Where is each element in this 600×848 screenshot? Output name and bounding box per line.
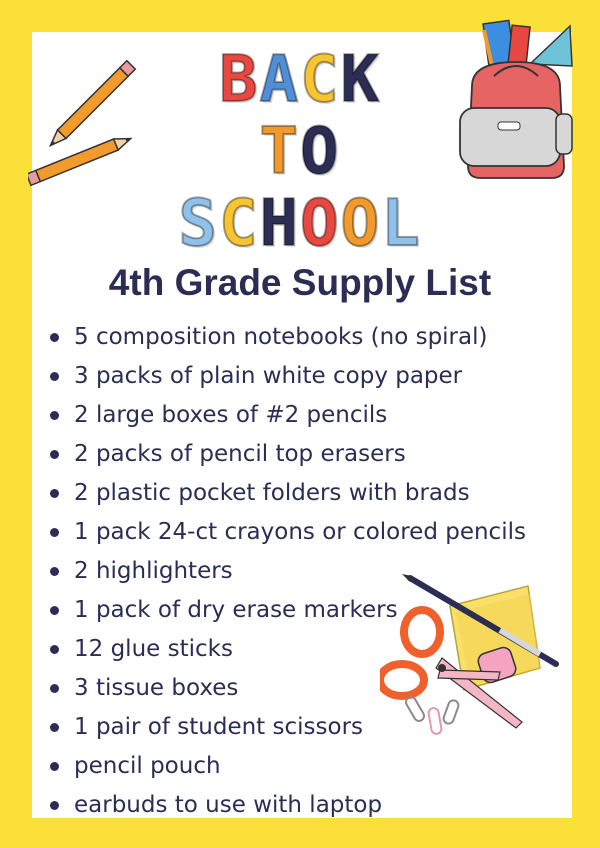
letter: C bbox=[300, 43, 341, 117]
letter: O bbox=[340, 187, 382, 261]
list-item-text: 2 plastic pocket folders with brads bbox=[74, 480, 470, 506]
bullet-icon bbox=[50, 684, 59, 693]
backpack-icon bbox=[448, 16, 584, 186]
letter: B bbox=[218, 43, 260, 117]
letter: C bbox=[218, 187, 260, 261]
headline-line-school bbox=[0, 187, 600, 261]
bullet-icon bbox=[50, 801, 59, 810]
bullet-icon bbox=[50, 762, 59, 771]
paperclip-icon bbox=[404, 695, 460, 734]
bullet-icon bbox=[50, 333, 59, 342]
bullet-icon bbox=[50, 645, 59, 654]
list-item-text: 1 pack of dry erase markers bbox=[74, 597, 398, 623]
list-item-text: 3 tissue boxes bbox=[74, 675, 239, 701]
bullet-icon bbox=[50, 567, 59, 576]
letter: S bbox=[178, 187, 219, 261]
bullet-icon bbox=[50, 723, 59, 732]
bullet-icon bbox=[50, 372, 59, 381]
list-item bbox=[44, 747, 526, 786]
bullet-icon bbox=[50, 450, 59, 459]
list-item-text: 12 glue sticks bbox=[74, 636, 233, 662]
list-item bbox=[44, 474, 526, 513]
list-item-text: 1 pair of student scissors bbox=[74, 714, 364, 740]
list-item-text: pencil pouch bbox=[74, 753, 221, 779]
list-item-text: 5 composition notebooks (no spiral) bbox=[74, 324, 488, 350]
letter: A bbox=[259, 43, 300, 117]
list-item bbox=[44, 357, 526, 396]
pencil-icon bbox=[46, 61, 135, 150]
letter: T bbox=[259, 115, 300, 189]
bullet-icon bbox=[50, 411, 59, 420]
letter: K bbox=[340, 43, 382, 117]
list-item bbox=[44, 786, 526, 825]
list-item-text: 1 pack 24-ct crayons or colored pencils bbox=[74, 519, 526, 545]
letter: O bbox=[300, 187, 341, 261]
pencils-icon bbox=[28, 58, 158, 188]
page-title: 4th Grade Supply List bbox=[108, 262, 492, 303]
bullet-icon bbox=[50, 606, 59, 615]
list-item-text: 3 packs of plain white copy paper bbox=[74, 363, 463, 389]
bullet-icon bbox=[50, 489, 59, 498]
list-item bbox=[44, 435, 526, 474]
list-item-text: 2 large boxes of #2 pencils bbox=[74, 402, 388, 428]
list-item bbox=[44, 396, 526, 435]
bullet-icon bbox=[50, 528, 59, 537]
supplies-icon bbox=[380, 572, 568, 750]
letter: H bbox=[259, 187, 300, 261]
list-item bbox=[44, 318, 526, 357]
list-item-text: earbuds to use with laptop bbox=[74, 792, 383, 818]
letter: O bbox=[300, 115, 341, 189]
list-item bbox=[44, 513, 526, 552]
pencil-icon bbox=[28, 133, 133, 185]
list-item-text: 2 highlighters bbox=[74, 558, 233, 584]
list-item-text: 2 packs of pencil top erasers bbox=[74, 441, 406, 467]
letter: L bbox=[381, 187, 422, 261]
